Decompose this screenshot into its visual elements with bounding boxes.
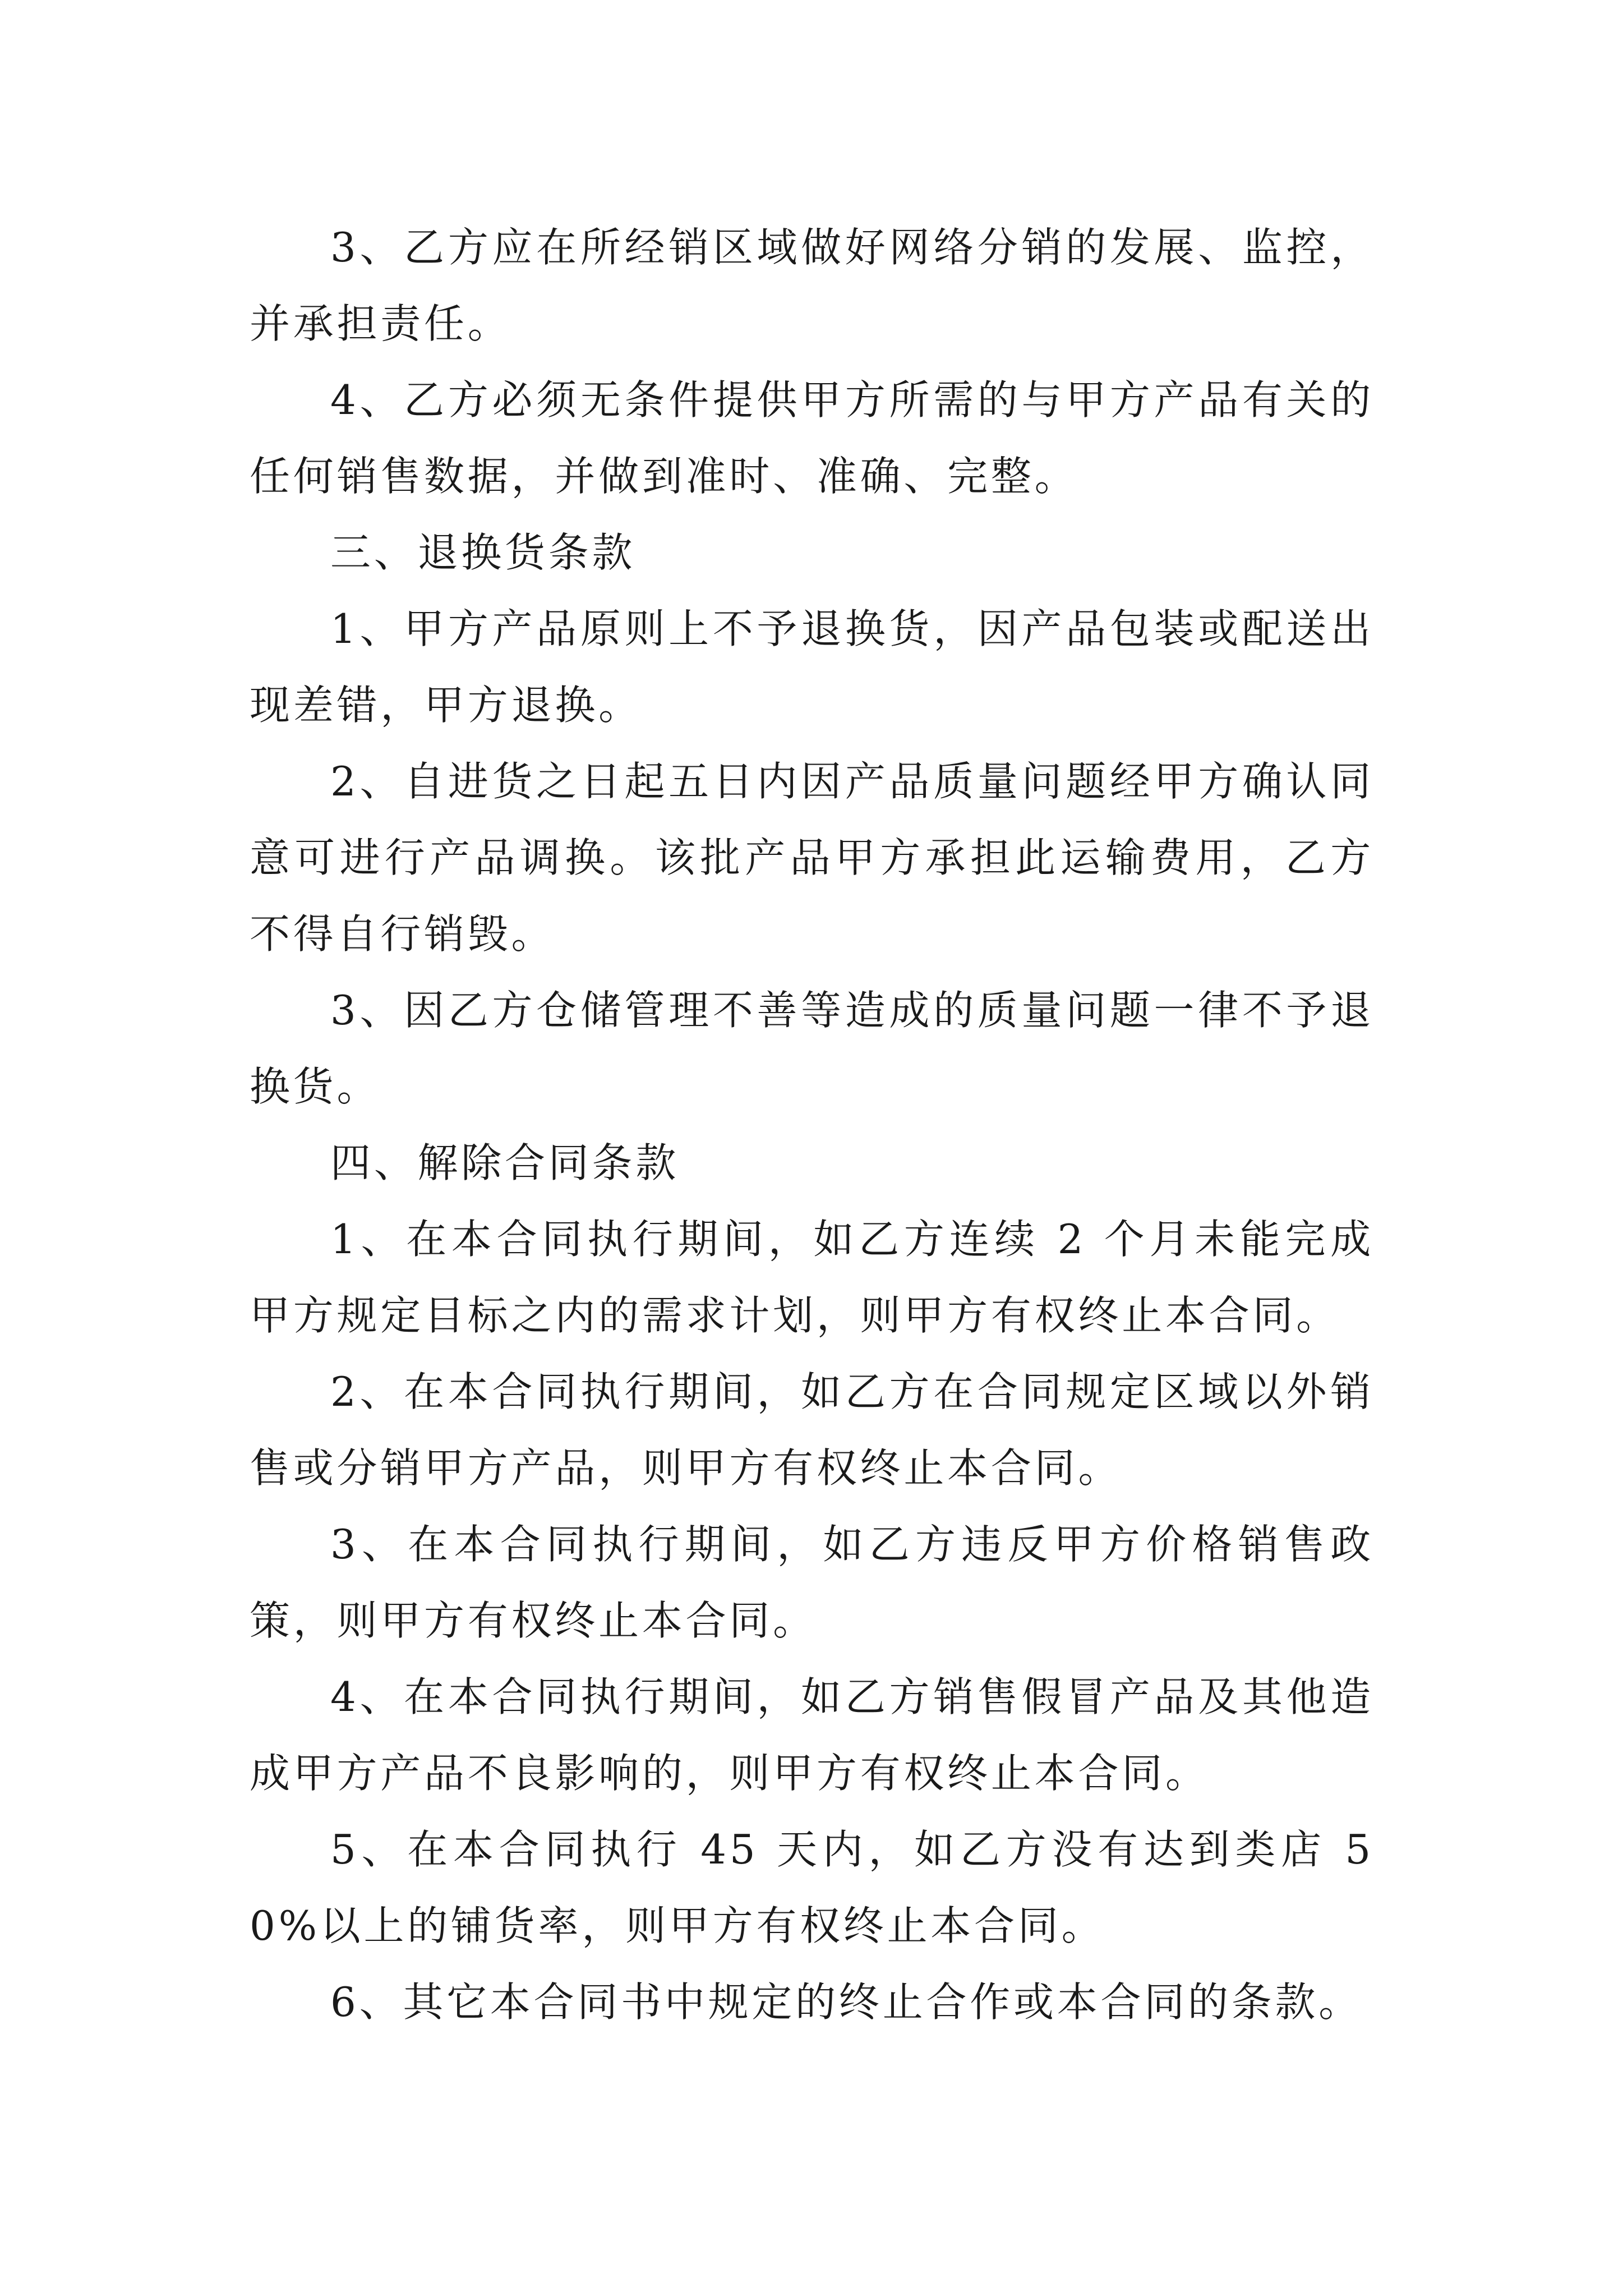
clause-3-2: 2、自进货之日起五日内因产品质量问题经甲方确认同意可进行产品调换。该批产品甲方承担此运输费用，乙方不得自行销毁。	[250, 758, 1374, 958]
clause-4-5: 5、在本合同执行 45 天内，如乙方没有达到类店 50%以上的铺货率，则甲方有权终止本合同。	[250, 1826, 1374, 1949]
clause-4-4: 4、在本合同执行期间，如乙方销售假冒产品及其他造成甲方产品不良影响的，则甲方有权终止本合同。	[250, 1673, 1374, 1797]
clause-4-1: 1、在本合同执行期间，如乙方连续 2 个月未能完成甲方规定目标之内的需求计划，则甲方有权终止本合同。	[250, 1216, 1374, 1339]
document-body	[250, 209, 1374, 2040]
clause-3-3: 3、因乙方仓储管理不善等造成的质量问题一律不予退换货。	[250, 987, 1374, 1110]
clause-2-3: 3、乙方应在所经销区域做好网络分销的发展、监控，并承担责任。	[250, 224, 1374, 347]
clause-2-4: 4、乙方必须无条件提供甲方所需的与甲方产品有关的任何销售数据，并做到准时、准确、完整。	[250, 376, 1374, 500]
clause-4-2: 2、在本合同执行期间，如乙方在合同规定区域以外销售或分销甲方产品，则甲方有权终止本合同。	[250, 1368, 1374, 1492]
section-heading-returns: 三、退换货条款	[330, 529, 636, 576]
clause-4-3: 3、在本合同执行期间，如乙方违反甲方价格销售政策，则甲方有权终止本合同。	[250, 1521, 1374, 1644]
clause-3-1: 1、甲方产品原则上不予退换货，因产品包装或配送出现差错，甲方退换。	[250, 605, 1374, 729]
clause-4-6: 6、其它本合同书中规定的终止合作或本合同的条款。	[330, 1978, 1363, 2026]
section-heading-termination: 四、解除合同条款	[330, 1139, 680, 1186]
